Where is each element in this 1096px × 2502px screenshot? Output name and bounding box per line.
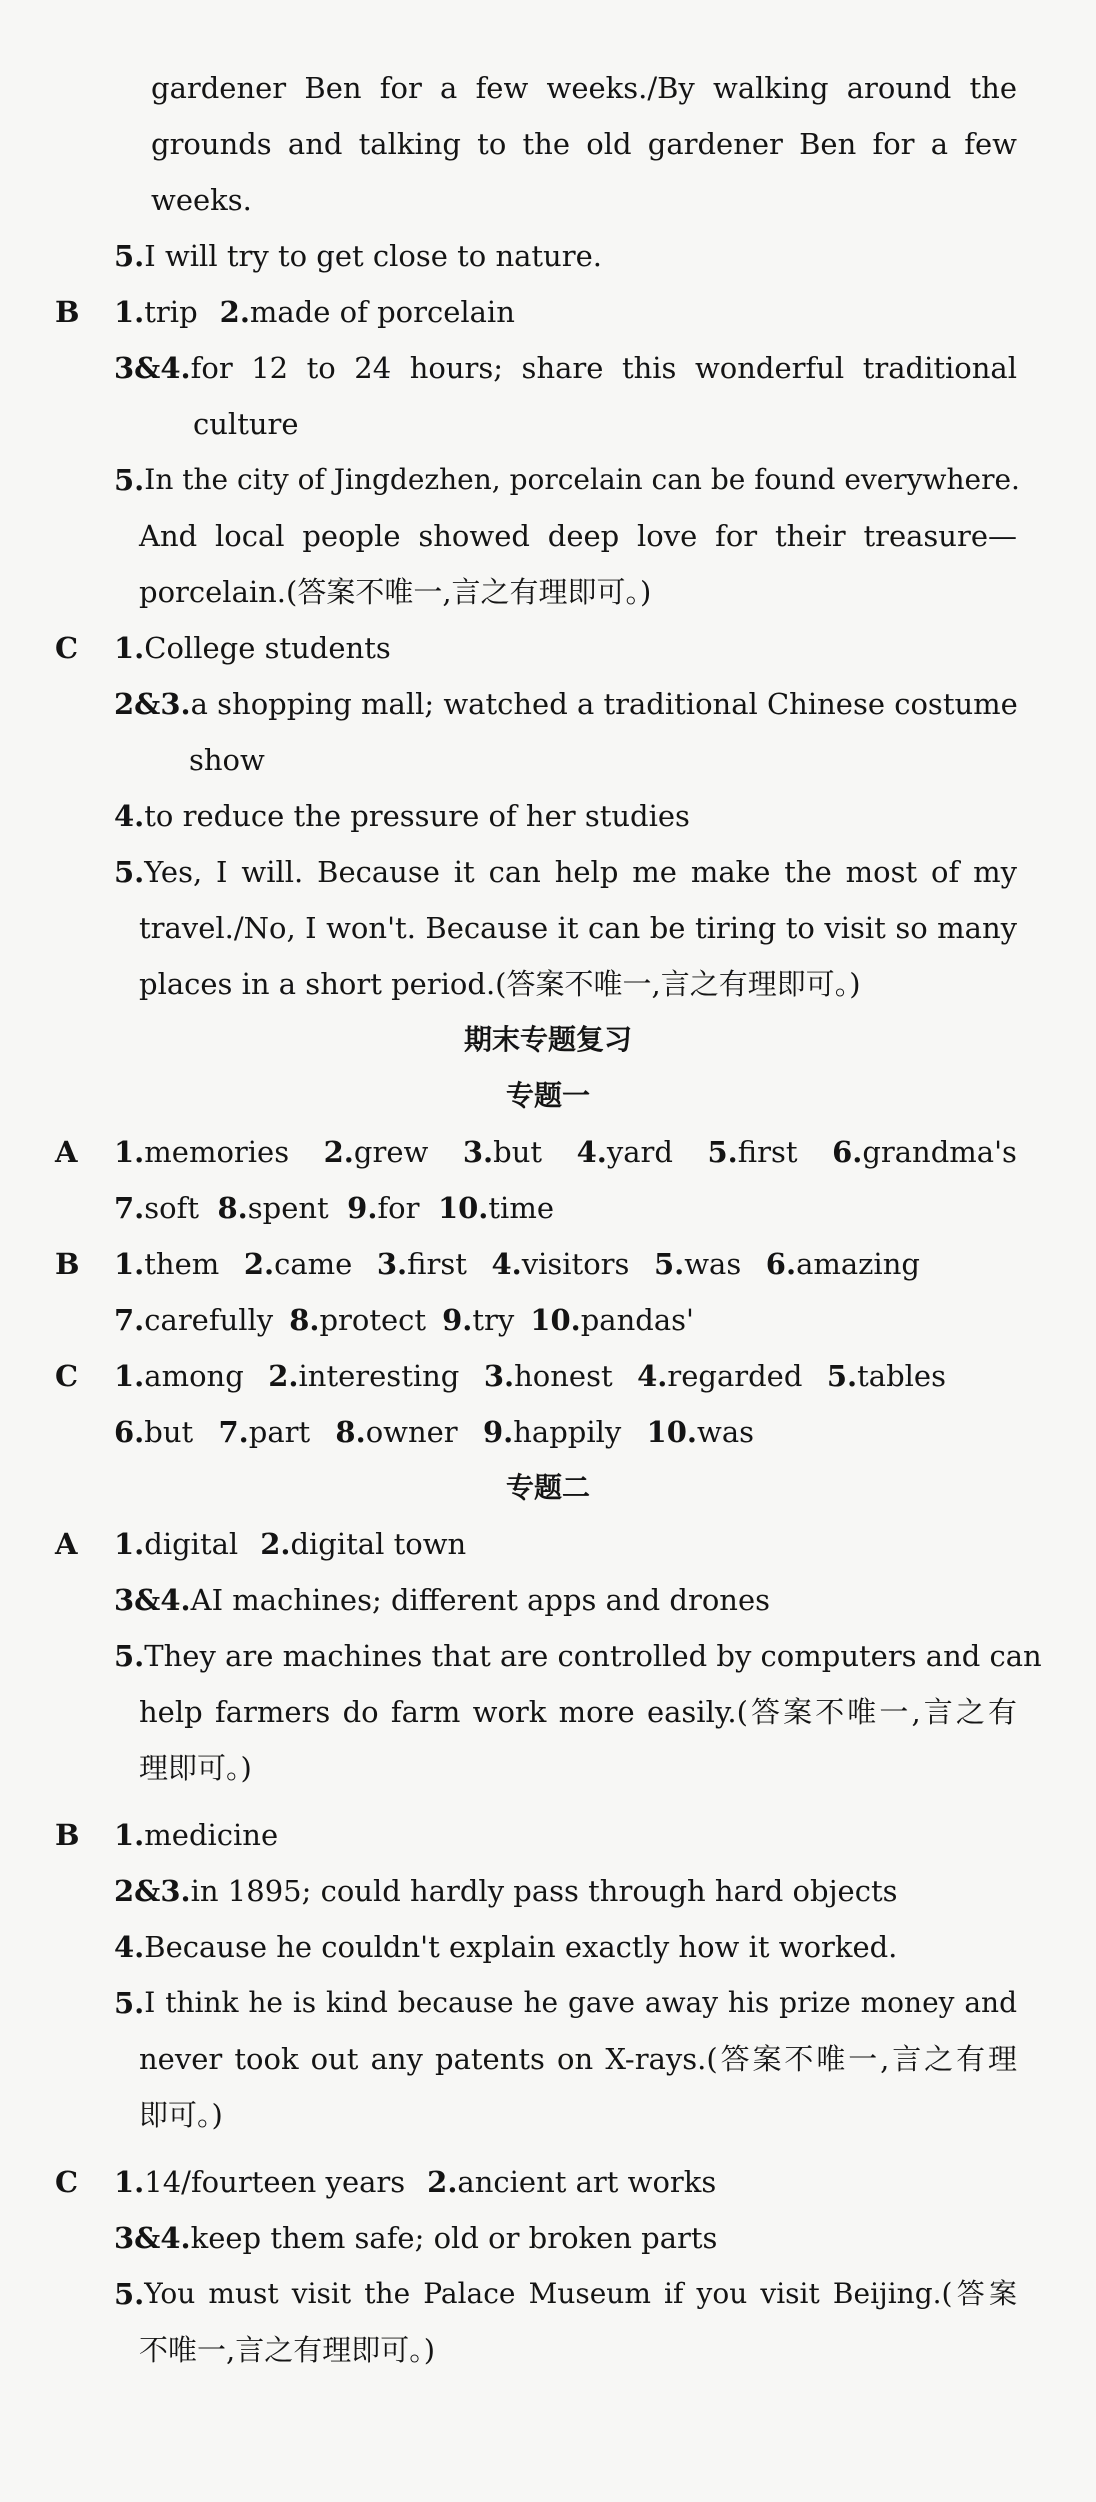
item-number: 5. [114, 239, 145, 273]
answer-item [114, 236, 602, 276]
item-number: 8. [289, 1303, 320, 1337]
item-number: 5. [707, 1135, 738, 1169]
answer-item [114, 2218, 717, 2258]
item-number: 2&3. [114, 687, 191, 721]
item-text: protect [319, 1303, 427, 1337]
answer-item [708, 1132, 798, 1172]
section-letter: C [55, 1359, 79, 1393]
answer-item [114, 1524, 466, 1564]
answer-item [114, 1815, 278, 1855]
answer-row [114, 1244, 920, 1284]
item-number: 1. [114, 631, 145, 665]
item-text: them [144, 1247, 220, 1281]
answer-item [484, 1356, 613, 1396]
item-number: 1. [114, 1359, 145, 1393]
item-text: memories [144, 1135, 290, 1169]
answer-item [244, 1244, 352, 1284]
item-number: 5. [653, 1247, 685, 1281]
item-number: 4. [114, 1930, 145, 1964]
item-number: 1. [114, 1135, 145, 1169]
item-text: in 1895; could hardly pass through hard objects [190, 1874, 898, 1908]
answer-line: help farmers do farm work more easily.(答案不唯一,言之有 [139, 1695, 1017, 1729]
item-text: ancient art works [457, 2165, 717, 2199]
answer-line: 即可。) [139, 2098, 223, 2132]
item-number: 8. [335, 1415, 366, 1449]
item-text: trip [144, 295, 198, 329]
answer-line: weeks. [151, 183, 252, 217]
answer-line: show [189, 743, 265, 777]
answer-line: never took out any patents on X-rays.(答案不唯一,言之有理 [139, 2042, 1017, 2076]
item-text: came [274, 1247, 353, 1281]
item-number: 7. [114, 1303, 145, 1337]
item-number: 1. [114, 2165, 145, 2199]
answer-row [114, 1356, 946, 1396]
answer-item [637, 1356, 802, 1396]
item-text: was [697, 1415, 754, 1449]
item-text: for [377, 1191, 420, 1225]
item-text: but [144, 1415, 194, 1449]
item-text: soft [144, 1191, 200, 1225]
section-heading: 期末专题复习 [463, 1023, 632, 1056]
item-text: regarded [667, 1359, 803, 1393]
answer-item [766, 1244, 920, 1284]
item-number: 5. [114, 1639, 145, 1673]
item-number: 7. [218, 1415, 249, 1449]
answer-line: culture [193, 407, 299, 441]
item-number: 1. [114, 1527, 145, 1561]
answer-item [827, 1356, 946, 1396]
item-text: try [472, 1303, 515, 1337]
item-text: keep them safe; old or broken parts [190, 2221, 718, 2255]
item-number: 6. [765, 1247, 797, 1281]
item-text: grandma's [862, 1135, 1017, 1169]
item-text: for 12 to 24 hours; share this wonderful traditional [190, 351, 1017, 385]
item-text: medicine [144, 1818, 279, 1852]
item-number: 2. [427, 2165, 458, 2199]
answer-line: gardener Ben for a few weeks./By walking around the [151, 71, 1017, 105]
answer-item [347, 1188, 419, 1228]
item-text: digital town [290, 1527, 467, 1561]
answer-item [114, 796, 690, 836]
item-number: 2. [219, 295, 250, 329]
item-number: 4. [491, 1247, 522, 1281]
answer-item [114, 292, 515, 332]
item-text: spent [247, 1191, 329, 1225]
answer-item [491, 1244, 629, 1284]
item-text: first [737, 1135, 798, 1169]
item-number: 7. [114, 1191, 145, 1225]
answer-line: travel./No, I won't. Because it can be tiring to visit so many [139, 911, 1017, 945]
answer-item [114, 1871, 898, 1911]
item-text: In the city of Jingdezhen, porcelain can be found everywhere. [144, 463, 1020, 496]
item-text: College students [144, 631, 391, 665]
item-number: 6. [114, 1415, 145, 1449]
answer-item [442, 1300, 514, 1340]
topic-heading: 专题一 [505, 1079, 590, 1112]
answer-item [114, 628, 391, 668]
item-text: interesting [298, 1359, 460, 1393]
item-text: pandas' [580, 1303, 694, 1337]
item-number: 2. [243, 1247, 275, 1281]
item-text: You must visit the Palace Museum if you visit Beijing.(答案 [144, 2277, 1017, 2310]
item-text: but [493, 1135, 543, 1169]
item-text: part [248, 1415, 311, 1449]
item-text: yard [606, 1135, 673, 1169]
answer-item [289, 1300, 426, 1340]
answer-item [114, 2274, 1017, 2314]
answer-item [832, 1132, 1017, 1172]
answer-line: 不唯一,言之有理即可。) [139, 2333, 436, 2367]
answer-item [114, 1300, 273, 1340]
item-text: made of porcelain [249, 295, 515, 329]
section-letter: A [55, 1135, 78, 1169]
answer-line: And local people showed deep love for their treasure— [139, 519, 1017, 553]
item-text: was [684, 1247, 742, 1281]
item-number: 3&4. [114, 2221, 191, 2255]
item-number: 3. [483, 1359, 515, 1393]
answer-item [335, 1412, 457, 1452]
item-number: 1. [114, 1247, 145, 1281]
item-text: They are machines that are controlled by computers and can [144, 1639, 1042, 1673]
answer-item [114, 1927, 897, 1967]
item-number: 1. [114, 295, 145, 329]
item-number: 2. [323, 1135, 354, 1169]
section-letter: B [55, 295, 80, 329]
answer-item [324, 1132, 429, 1172]
answer-line: porcelain.(答案不唯一,言之有理即可。) [139, 575, 652, 609]
answer-item [114, 852, 1017, 892]
item-text: I will try to get close to nature. [144, 239, 602, 273]
item-number: 2. [268, 1359, 299, 1393]
item-number: 10. [437, 1191, 489, 1225]
item-text: grew [353, 1135, 429, 1169]
answer-item [114, 1132, 289, 1172]
answer-item [577, 1132, 673, 1172]
item-number: 10. [530, 1303, 581, 1337]
answer-item [114, 1983, 1017, 2023]
answer-item [114, 1412, 193, 1452]
item-text: tables [857, 1359, 946, 1393]
answer-item [114, 2162, 716, 2202]
answer-item [114, 460, 1020, 500]
answer-item [438, 1188, 554, 1228]
item-number: 9. [482, 1415, 514, 1449]
item-text: time [488, 1191, 554, 1225]
section-letter: A [55, 1527, 78, 1561]
item-number: 4. [637, 1359, 668, 1393]
item-number: 3&4. [114, 351, 191, 385]
answer-item [114, 1188, 199, 1228]
item-text: carefully [144, 1303, 274, 1337]
item-number: 6. [832, 1135, 863, 1169]
item-text: among [144, 1359, 244, 1393]
answer-item [114, 1356, 244, 1396]
item-number: 5. [114, 463, 145, 497]
answer-row [114, 1132, 1017, 1172]
answer-item [114, 1636, 1042, 1676]
item-text: digital [144, 1527, 239, 1561]
item-number: 9. [442, 1303, 473, 1337]
section-letter: C [55, 631, 79, 665]
item-number: 1. [114, 1818, 145, 1852]
item-text: a shopping mall; watched a traditional Chinese costume [190, 687, 1018, 721]
item-number: 3&4. [114, 1583, 191, 1617]
item-text: Yes, I will. Because it can help me make the most of my [144, 855, 1017, 889]
answer-item [114, 348, 1017, 388]
item-text: visitors [521, 1247, 630, 1281]
answer-item [114, 1244, 219, 1284]
item-text: honest [514, 1359, 613, 1393]
section-letter: B [55, 1247, 80, 1281]
answer-item [218, 1412, 310, 1452]
answer-line: grounds and talking to the old gardener Ben for a few [151, 127, 1017, 161]
item-text: Because he couldn't explain exactly how it worked. [144, 1930, 898, 1964]
answer-item [530, 1300, 694, 1340]
answer-item [268, 1356, 459, 1396]
item-number: 3. [462, 1135, 494, 1169]
item-number: 5. [826, 1359, 858, 1393]
item-text: happily [513, 1415, 622, 1449]
answer-item [114, 684, 1017, 724]
item-number: 3. [376, 1247, 408, 1281]
answer-item [217, 1188, 328, 1228]
item-number: 9. [347, 1191, 378, 1225]
topic-heading: 专题二 [505, 1471, 590, 1504]
answer-row [114, 1300, 694, 1340]
answer-row [114, 1188, 554, 1228]
item-number: 5. [114, 855, 145, 889]
answer-line: places in a short period.(答案不唯一,言之有理即可。) [139, 967, 861, 1001]
item-text: AI machines; different apps and drones [190, 1583, 771, 1617]
item-text: amazing [796, 1247, 920, 1281]
item-number: 10. [646, 1415, 697, 1449]
item-text: owner [365, 1415, 458, 1449]
item-number: 8. [217, 1191, 248, 1225]
item-number: 2&3. [114, 1874, 191, 1908]
answer-item [483, 1412, 621, 1452]
section-letter: C [55, 2165, 79, 2199]
item-number: 5. [114, 2277, 145, 2311]
answer-line: 理即可。) [139, 1751, 252, 1785]
answer-item [463, 1132, 542, 1172]
answer-item [647, 1412, 754, 1452]
item-text: I think he is kind because he gave away his prize money and [144, 1986, 1017, 2019]
item-number: 5. [114, 1986, 145, 2020]
item-text: first [407, 1247, 467, 1281]
item-text: to reduce the pressure of her studies [144, 799, 690, 833]
item-number: 4. [576, 1135, 607, 1169]
answer-row [114, 1412, 754, 1452]
section-letter: B [55, 1818, 80, 1852]
item-number: 4. [114, 799, 145, 833]
item-text: 14/fourteen years [144, 2165, 406, 2199]
answer-item [654, 1244, 741, 1284]
answer-item [114, 1580, 770, 1620]
item-number: 2. [260, 1527, 291, 1561]
answer-item [377, 1244, 467, 1284]
